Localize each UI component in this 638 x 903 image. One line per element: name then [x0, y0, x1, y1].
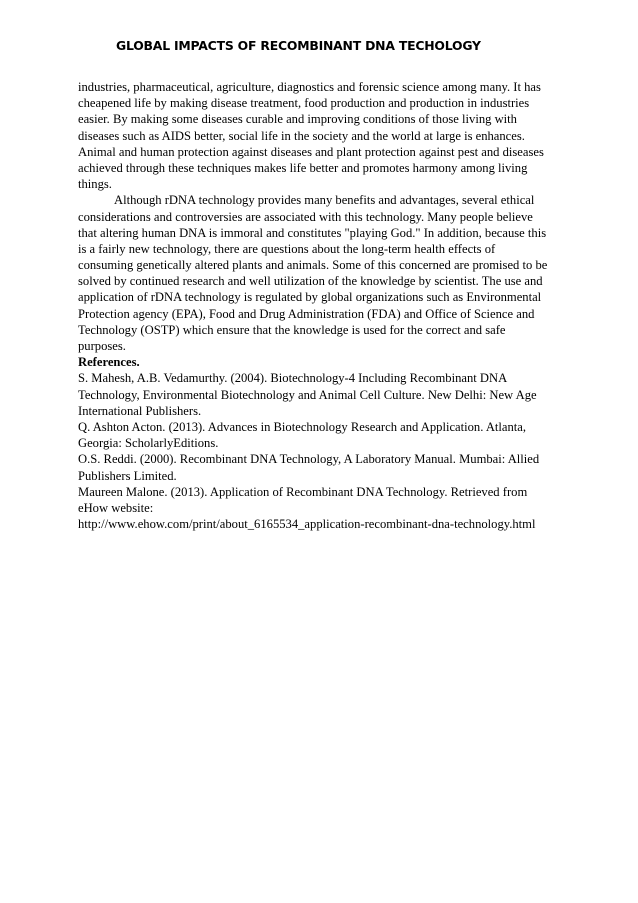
reference-line: Publishers Limited. [78, 468, 177, 483]
text-line: achieved through these techniques makes life better and promotes harmony among living [78, 160, 528, 175]
paragraph-benefits [78, 79, 568, 192]
text-line: Animal and human protection against diseases and plant protection against pest and diseases [78, 144, 544, 159]
document-body [78, 79, 568, 532]
text-line: things. [78, 177, 112, 192]
reference-line: S. Mahesh, A.B. Vedamurthy. (2004). Biotechnology-4 Including Recombinant DNA [78, 371, 508, 386]
page-header-title: GLOBAL IMPACTS OF RECOMBINANT DNA TECHOLOGY [116, 38, 481, 53]
text-line: easier. By making some diseases curable and improving conditions of those living with [78, 112, 517, 127]
references-heading: References. [78, 355, 140, 370]
text-line: cheapened life by making disease treatment, food production and production in industries [78, 96, 530, 111]
text-line: Technology (OSTP) which ensure that the knowledge is used for the correct and safe [78, 322, 506, 337]
text-line: is a fairly new technology, there are questions about the long-term health effects of [78, 241, 496, 256]
text-line: Although rDNA technology provides many benefits and advantages, several ethical [114, 193, 535, 208]
reference-line: eHow website: [78, 500, 154, 515]
reference-line: Georgia: ScholarlyEditions. [78, 436, 219, 451]
reference-line: International Publishers. [78, 403, 202, 418]
text-line: Protection agency (EPA), Food and Drug Administration (FDA) and Office of Science and [78, 306, 535, 321]
reference-line: Maureen Malone. (2013). Application of Recombinant DNA Technology. Retrieved from [78, 484, 528, 499]
text-line: considerations and controversies are associated with this technology. Many people believe [78, 209, 533, 224]
text-line: solved by continued research and well utilization of the knowledge by scientist. The use and [78, 274, 543, 289]
reference-line: Technology, Environmental Biotechnology and Animal Cell Culture. New Delhi: New Age [78, 387, 537, 402]
reference-url: http://www.ehow.com/print/about_6165534_application-recombinant-dna-technology.html [78, 517, 536, 532]
paragraph-ethics [78, 192, 568, 354]
text-line: industries, pharmaceutical, agriculture, diagnostics and forensic science among many. It has [78, 80, 541, 94]
reference-line: O.S. Reddi. (2000). Recombinant DNA Technology, A Laboratory Manual. Mumbai: Allied [78, 452, 540, 467]
text-line: purposes. [78, 339, 126, 353]
references-section [78, 354, 568, 532]
reference-line: Q. Ashton Acton. (2013). Advances in Biotechnology Research and Application. Atlanta, [78, 419, 527, 434]
text-line: consuming genetically altered plants and animals. Some of this concerned are promised to be [78, 258, 548, 273]
text-line: that altering human DNA is immoral and constitutes "playing God." In addition, because this [78, 225, 547, 240]
text-line: application of rDNA technology is regulated by global organizations such as Environmental [78, 290, 542, 305]
text-line: diseases such as AIDS better, social life in the society and the world at large is enhances. [78, 128, 525, 143]
